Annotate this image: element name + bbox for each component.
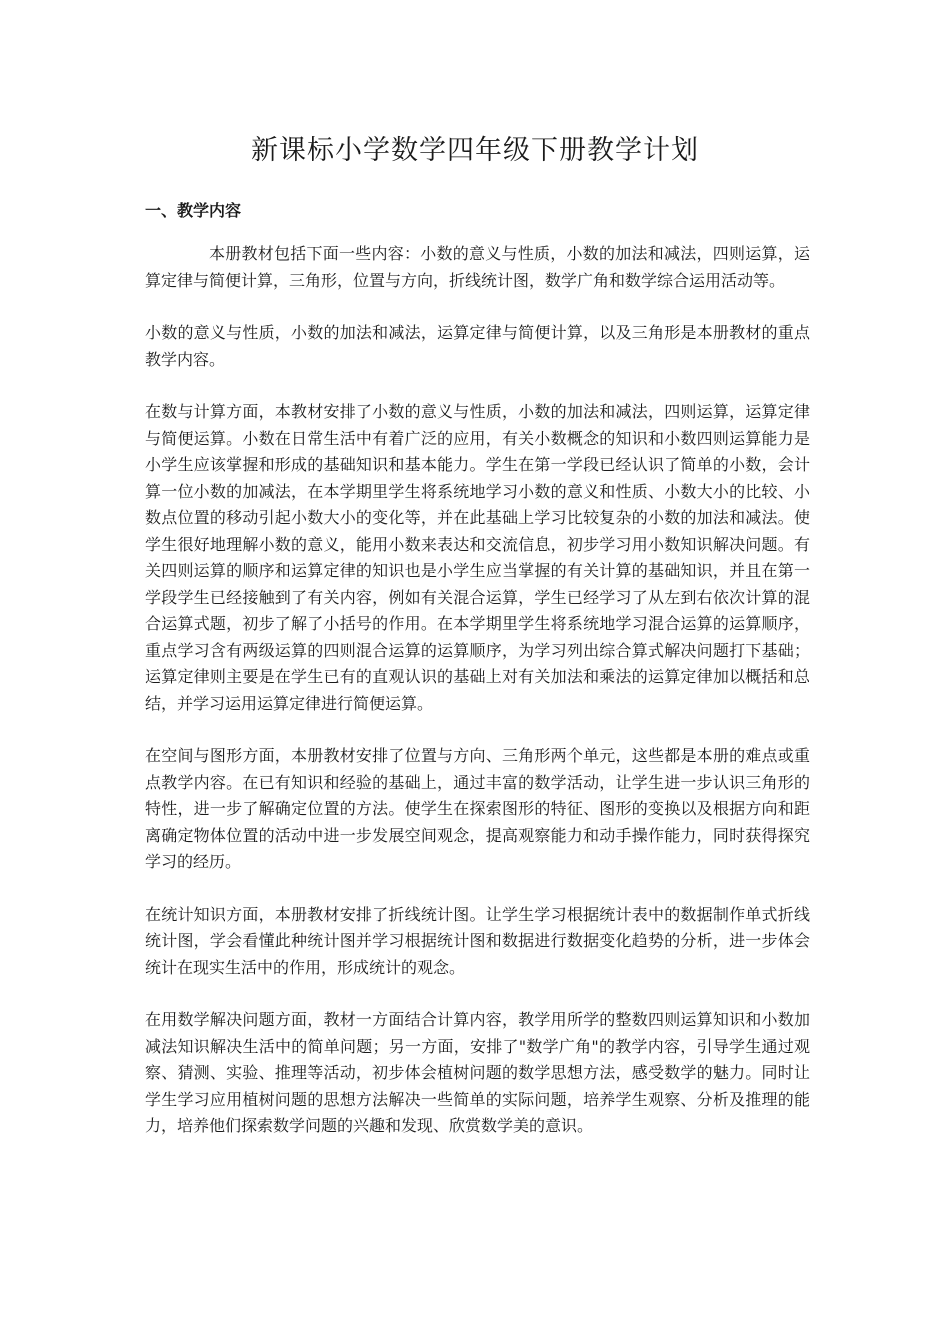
paragraph-space-geometry: 在空间与图形方面，本册教材安排了位置与方向、三角形两个单元，这些都是本册的难点或重点教学内容。在已有知识和经验的基础上，通过丰富的数学活动，让学生进一步认识三角形的特性，进一步了解确定位置的方法。使学生在探索图形的特征、图形的变换以及根据方向和距离确定物体位置的活动中进一步发展空间观念，提高观察能力和动手操作能力，同时获得探究学习的经历。 bbox=[145, 746, 810, 871]
paragraph-statistics: 在统计知识方面，本册教材安排了折线统计图。让学生学习根据统计表中的数据制作单式折线统计图，学会看懂此种统计图并学习根据统计图和数据进行数据变化趋势的分析，进一步体会统计在现实生活中的作用，形成统计的观念。 bbox=[145, 904, 810, 977]
section-heading: 一、教学内容 bbox=[145, 201, 242, 220]
paragraph-key-content: 小数的意义与性质，小数的加法和减法，运算定律与简便计算，以及三角形是本册教材的重点教学内容。 bbox=[145, 323, 810, 369]
document-title: 新课标小学数学四年级下册教学计划 bbox=[251, 135, 699, 166]
paragraph-number-calculation: 在数与计算方面，本教材安排了小数的意义与性质，小数的加法和减法，四则运算，运算定律与简便运算。小数在日常生活中有着广泛的应用，有关小数概念的知识和小数四则运算能力是小学生应该掌握和形成的基础知识和基本能力。学生在第一学段已经认识了简单的小数，会计算一位小数的加减法，在本学期里学生将系统地学习小数的意义和性质、小数大小的比较、小数点位置的移动引起小数大小的变化等，并在此基础上学习比较复杂的小数的加法和减法。使学生很好地理解小数的意义，能用小数来表达和交流信息，初步学习用小数知识解决问题。有关四则运算的顺序和运算定律的知识也是小学生应当掌握的有关计算的基础知识，并且在第一学段学生已经接触到了有关内容，例如有关混合运算，学生已经学习了从左到右依次计算的混合运算式题，初步了解了小括号的作用。在本学期里学生将系统地学习混合运算的运算顺序，重点学习含有两级运算的四则混合运算的运算顺序，为学习列出综合算式解决问题打下基础；运算定律则主要是在学生已有的直观认识的基础上对有关加法和乘法的运算定律加以概括和总结，并学习运用运算定律进行简便运算。 bbox=[145, 402, 810, 713]
document-body bbox=[145, 241, 810, 1166]
paragraph-problem-solving: 在用数学解决问题方面，教材一方面结合计算内容，教学用所学的整数四则运算知识和小数加减法知识解决生活中的简单问题；另一方面，安排了"数学广角"的教学内容，引导学生通过观察、猜测、实验、推理等活动，初步体会植树问题的数学思想方法，感受数学的魅力。同时让学生学习应用植树问题的思想方法解决一些简单的实际问题，培养学生观察、分析及推理的能力，培养他们探索数学问题的兴趣和发现、欣赏数学美的意识。 bbox=[145, 1010, 810, 1135]
paragraph-intro: 本册教材包括下面一些内容：小数的意义与性质，小数的加法和减法，四则运算，运算定律与简便计算，三角形，位置与方向，折线统计图，数学广角和数学综合运用活动等。 bbox=[145, 244, 810, 290]
